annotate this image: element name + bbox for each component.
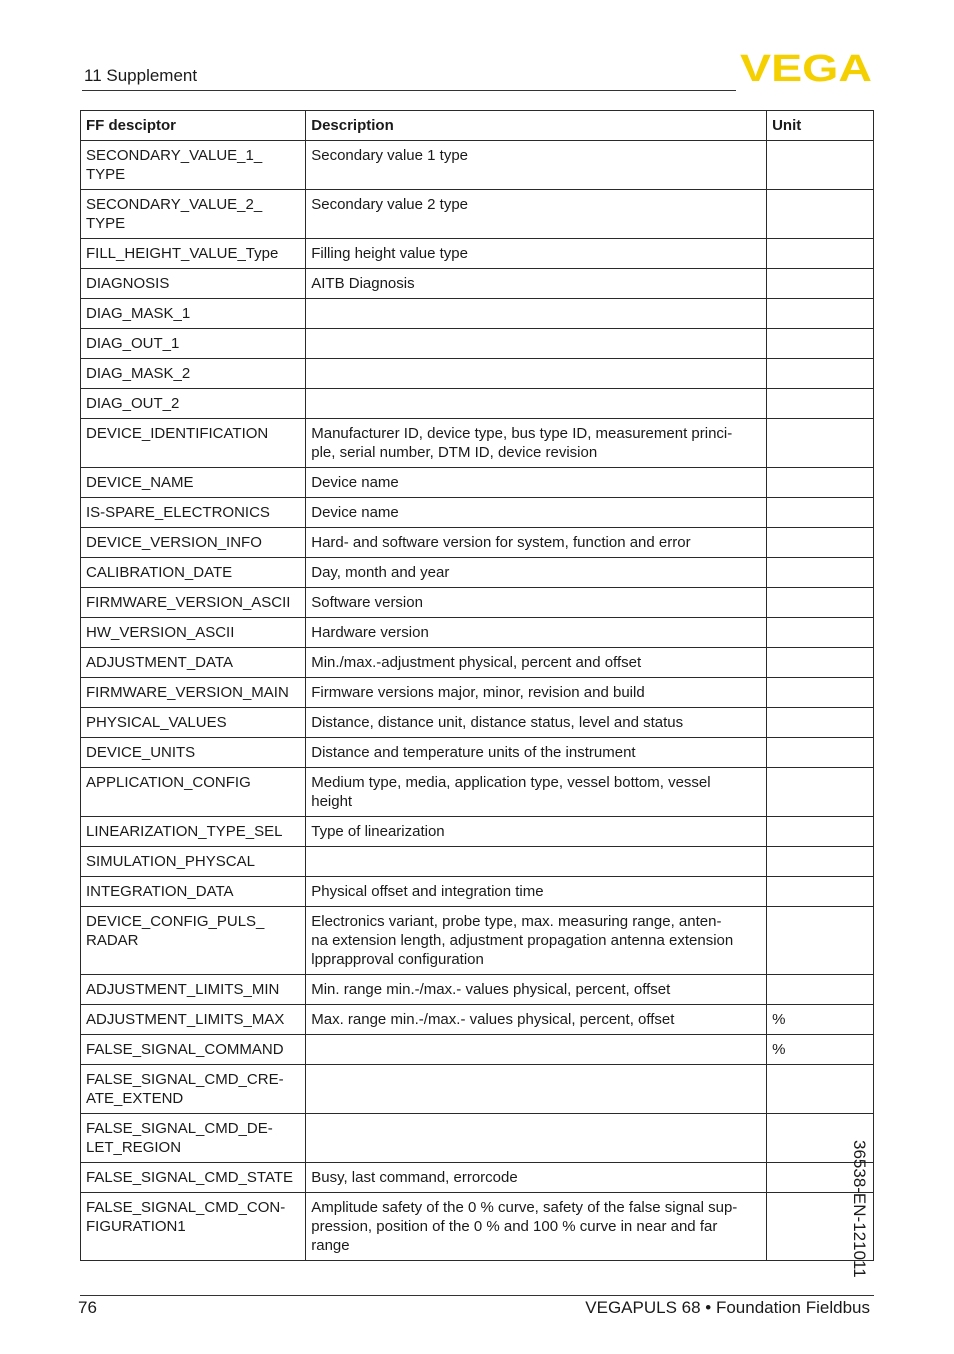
cell-descriptor: DEVICE_CONFIG_PULS_ RADAR <box>81 907 306 975</box>
cell-unit <box>767 768 874 817</box>
cell-description <box>306 299 767 329</box>
logo-wordmark: VEGA <box>740 50 872 84</box>
cell-description: Filling height value type <box>306 239 767 269</box>
column-header-unit: Unit <box>767 111 874 141</box>
cell-description: Min./max.-adjustment physical, percent and offset <box>306 648 767 678</box>
cell-unit <box>767 708 874 738</box>
cell-descriptor: DIAG_OUT_2 <box>81 389 306 419</box>
cell-unit <box>767 299 874 329</box>
table-row <box>81 419 874 468</box>
cell-unit <box>767 588 874 618</box>
section-title: 11 Supplement <box>84 66 198 85</box>
cell-unit <box>767 975 874 1005</box>
table-row <box>81 359 874 389</box>
footer-divider <box>80 1295 874 1296</box>
table-body <box>81 141 874 1261</box>
table-row <box>81 389 874 419</box>
table-row <box>81 1035 874 1065</box>
table-row <box>81 877 874 907</box>
cell-descriptor: DEVICE_NAME <box>81 468 306 498</box>
table-row <box>81 468 874 498</box>
cell-description <box>306 847 767 877</box>
cell-descriptor: SIMULATION_PHYSCAL <box>81 847 306 877</box>
cell-unit <box>767 738 874 768</box>
cell-description: Software version <box>306 588 767 618</box>
cell-unit <box>767 498 874 528</box>
header-divider <box>82 90 736 91</box>
cell-description: Min. range min.-/max.- values physical, percent, offset <box>306 975 767 1005</box>
table-row <box>81 817 874 847</box>
cell-description: Hardware version <box>306 618 767 648</box>
ff-descriptor-table <box>80 110 874 1261</box>
table-row <box>81 1163 874 1193</box>
cell-descriptor: SECONDARY_VALUE_2_ TYPE <box>81 190 306 239</box>
table-row <box>81 678 874 708</box>
cell-description <box>306 1065 767 1114</box>
cell-description: Hard- and software version for system, function and error <box>306 528 767 558</box>
cell-unit <box>767 618 874 648</box>
cell-description <box>306 1114 767 1163</box>
table-row <box>81 141 874 190</box>
cell-description <box>306 359 767 389</box>
footer-product-title: VEGAPULS 68 • Foundation Fieldbus <box>585 1298 870 1317</box>
table-row <box>81 847 874 877</box>
cell-descriptor: DIAGNOSIS <box>81 269 306 299</box>
table-row <box>81 588 874 618</box>
cell-description: Electronics variant, probe type, max. measuring range, anten- na extension length, adjustment propagation antenna extension lpprapproval configuration <box>306 907 767 975</box>
cell-description: Device name <box>306 498 767 528</box>
table-row <box>81 708 874 738</box>
cell-unit <box>767 329 874 359</box>
cell-unit <box>767 817 874 847</box>
cell-unit <box>767 847 874 877</box>
cell-descriptor: PHYSICAL_VALUES <box>81 708 306 738</box>
table-row <box>81 648 874 678</box>
table-row <box>81 1193 874 1261</box>
cell-descriptor: FALSE_SIGNAL_CMD_DE- LET_REGION <box>81 1114 306 1163</box>
cell-descriptor: DIAG_MASK_1 <box>81 299 306 329</box>
cell-descriptor: DEVICE_IDENTIFICATION <box>81 419 306 468</box>
cell-unit: % <box>767 1005 874 1035</box>
table-row <box>81 1114 874 1163</box>
cell-descriptor: ADJUSTMENT_LIMITS_MIN <box>81 975 306 1005</box>
cell-unit <box>767 389 874 419</box>
document-code: 36538-EN-121011 <box>850 1140 869 1278</box>
cell-description: Type of linearization <box>306 817 767 847</box>
cell-unit <box>767 877 874 907</box>
table-row <box>81 190 874 239</box>
cell-unit <box>767 648 874 678</box>
cell-unit <box>767 528 874 558</box>
table-row <box>81 239 874 269</box>
cell-description: Manufacturer ID, device type, bus type ID, measurement princi- ple, serial number, DTM ID, device revision <box>306 419 767 468</box>
cell-unit <box>767 907 874 975</box>
cell-unit <box>767 468 874 498</box>
cell-descriptor: FILL_HEIGHT_VALUE_Type <box>81 239 306 269</box>
cell-description: Firmware versions major, minor, revision and build <box>306 678 767 708</box>
cell-description: Secondary value 1 type <box>306 141 767 190</box>
cell-descriptor: ADJUSTMENT_DATA <box>81 648 306 678</box>
table-row <box>81 329 874 359</box>
table-header-row <box>81 111 874 141</box>
table-row <box>81 558 874 588</box>
cell-unit: % <box>767 1035 874 1065</box>
cell-descriptor: HW_VERSION_ASCII <box>81 618 306 648</box>
table-row <box>81 618 874 648</box>
table-row <box>81 528 874 558</box>
cell-descriptor: INTEGRATION_DATA <box>81 877 306 907</box>
table-row <box>81 907 874 975</box>
cell-description <box>306 329 767 359</box>
cell-unit <box>767 141 874 190</box>
cell-descriptor: APPLICATION_CONFIG <box>81 768 306 817</box>
vega-logo <box>740 50 874 84</box>
cell-descriptor: DIAG_MASK_2 <box>81 359 306 389</box>
cell-description: Distance, distance unit, distance status, level and status <box>306 708 767 738</box>
column-header-description: Description <box>306 111 767 141</box>
table-row <box>81 768 874 817</box>
page-number: 76 <box>78 1298 97 1317</box>
cell-description: AITB Diagnosis <box>306 269 767 299</box>
cell-descriptor: DEVICE_UNITS <box>81 738 306 768</box>
cell-description: Secondary value 2 type <box>306 190 767 239</box>
cell-unit <box>767 678 874 708</box>
cell-descriptor: SECONDARY_VALUE_1_ TYPE <box>81 141 306 190</box>
cell-description: Physical offset and integration time <box>306 877 767 907</box>
cell-description: Amplitude safety of the 0 % curve, safety of the false signal sup- pression, position of the 0 % and 100 % curve in near and far range <box>306 1193 767 1261</box>
cell-description <box>306 1035 767 1065</box>
cell-description: Busy, last command, errorcode <box>306 1163 767 1193</box>
cell-description: Medium type, media, application type, vessel bottom, vessel height <box>306 768 767 817</box>
cell-unit <box>767 1065 874 1114</box>
table-row <box>81 1005 874 1035</box>
cell-description: Max. range min.-/max.- values physical, percent, offset <box>306 1005 767 1035</box>
table-row <box>81 738 874 768</box>
cell-unit <box>767 190 874 239</box>
cell-descriptor: IS-SPARE_ELECTRONICS <box>81 498 306 528</box>
table-row <box>81 1065 874 1114</box>
table-row <box>81 975 874 1005</box>
cell-descriptor: FIRMWARE_VERSION_ASCII <box>81 588 306 618</box>
cell-descriptor: FALSE_SIGNAL_CMD_CRE- ATE_EXTEND <box>81 1065 306 1114</box>
cell-description: Device name <box>306 468 767 498</box>
column-header-descriptor: FF desciptor <box>81 111 306 141</box>
cell-unit <box>767 359 874 389</box>
table-row <box>81 299 874 329</box>
cell-descriptor: FALSE_SIGNAL_COMMAND <box>81 1035 306 1065</box>
cell-description <box>306 389 767 419</box>
cell-unit <box>767 419 874 468</box>
cell-descriptor: DEVICE_VERSION_INFO <box>81 528 306 558</box>
cell-descriptor: DIAG_OUT_1 <box>81 329 306 359</box>
cell-description: Distance and temperature units of the instrument <box>306 738 767 768</box>
cell-descriptor: FIRMWARE_VERSION_MAIN <box>81 678 306 708</box>
cell-descriptor: FALSE_SIGNAL_CMD_STATE <box>81 1163 306 1193</box>
cell-unit <box>767 269 874 299</box>
table-row <box>81 498 874 528</box>
cell-descriptor: LINEARIZATION_TYPE_SEL <box>81 817 306 847</box>
cell-descriptor: CALIBRATION_DATE <box>81 558 306 588</box>
cell-descriptor: FALSE_SIGNAL_CMD_CON- FIGURATION1 <box>81 1193 306 1261</box>
cell-unit <box>767 239 874 269</box>
cell-description: Day, month and year <box>306 558 767 588</box>
cell-unit <box>767 558 874 588</box>
table-row <box>81 269 874 299</box>
cell-descriptor: ADJUSTMENT_LIMITS_MAX <box>81 1005 306 1035</box>
